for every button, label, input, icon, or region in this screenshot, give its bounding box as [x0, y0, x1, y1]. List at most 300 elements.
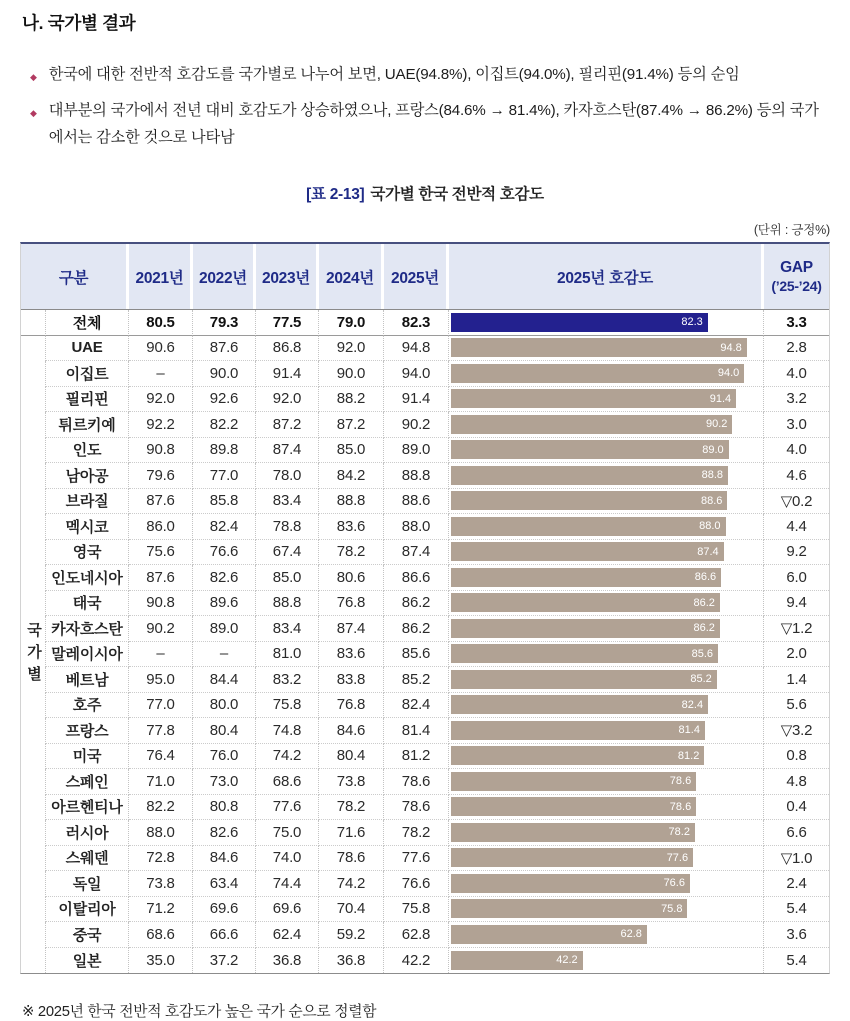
value-cell-year2021: 87.6	[129, 565, 193, 591]
gap-cell: ▽1.2	[764, 616, 829, 642]
bar-value-label: 75.8	[661, 902, 683, 915]
gap-cell: ▽0.2	[764, 489, 829, 515]
bar-value-label: 82.4	[681, 698, 704, 711]
gap-cell: 5.4	[764, 897, 829, 923]
row-label-cell: 프랑스	[46, 718, 129, 744]
favorability-bar	[451, 440, 729, 459]
value-cell-year2024: 83.6	[319, 642, 384, 668]
column-header-gap	[764, 244, 829, 309]
value-cell-year2023: 78.8	[256, 514, 319, 540]
value-cell-year2024: 87.4	[319, 616, 384, 642]
bar-value-label: 90.2	[706, 418, 728, 431]
group-spacer-cell	[21, 820, 46, 846]
bar-value-label: 81.2	[677, 749, 700, 762]
value-cell-year2021: 71.2	[129, 897, 193, 923]
bar-value-label: 88.8	[701, 469, 724, 482]
row-label-cell: 아르헨티나	[46, 795, 129, 821]
bar-value-label: 86.6	[694, 571, 717, 584]
row-label-cell: 중국	[46, 922, 129, 948]
country-row	[21, 489, 829, 515]
bar-cell	[449, 387, 764, 413]
value-cell-year2025: 89.0	[384, 438, 449, 464]
group-spacer-cell	[21, 387, 46, 413]
favorability-bar	[451, 466, 728, 485]
value-cell-year2024: 70.4	[319, 897, 384, 923]
gap-cell: 5.4	[786, 951, 807, 969]
country-row	[21, 642, 829, 668]
gap-cell: 3.2	[764, 387, 829, 413]
value-cell-year2022: 89.6	[193, 591, 256, 617]
group-spacer-cell	[21, 463, 46, 489]
country-group-label: 국가별	[25, 621, 42, 688]
column-header-gubun: 구분	[21, 244, 129, 309]
value-cell-year2024: 84.2	[319, 463, 384, 489]
value-cell-year2024: 73.8	[319, 769, 384, 795]
country-row	[21, 616, 829, 642]
bar-cell	[449, 820, 764, 846]
group-spacer-cell	[21, 310, 46, 336]
value-cell-year2021: 92.0	[129, 387, 193, 413]
bar-value-label: 62.8	[620, 928, 642, 941]
gap-cell: ▽3.2	[764, 718, 829, 744]
value-cell-year2023: 69.6	[256, 897, 319, 923]
bar-cell	[449, 667, 764, 693]
row-label-cell: 태국	[46, 591, 129, 617]
group-spacer-cell	[21, 412, 46, 438]
table-caption-tag: [표 2-13]	[306, 186, 365, 204]
group-spacer-cell	[21, 489, 46, 515]
country-row	[21, 897, 829, 923]
value-cell-year2024: 92.0	[319, 336, 384, 362]
favorability-bar	[451, 313, 708, 332]
gap-cell: 6.6	[764, 820, 829, 846]
row-label-cell: 필리핀	[46, 387, 129, 413]
row-label-cell: 전체	[46, 310, 129, 336]
favorability-bar	[451, 491, 727, 510]
value-cell-year2021: 88.0	[129, 820, 193, 846]
bar-cell	[449, 769, 764, 795]
gap-cell: 2.8	[764, 336, 829, 362]
bar-value-label: 42.2	[556, 954, 578, 967]
group-spacer-cell	[21, 718, 46, 744]
value-cell-year2022: 73.0	[193, 769, 256, 795]
value-cell-year2025: 86.2	[384, 591, 449, 617]
favorability-bar	[451, 746, 704, 765]
gap-cell: ▽1.0	[764, 846, 829, 872]
value-cell-year2023: 85.0	[256, 565, 319, 591]
value-cell-year2024: 71.6	[319, 820, 384, 846]
column-header-2025: 2025년	[384, 244, 449, 309]
group-spacer-cell	[21, 897, 46, 923]
country-row	[21, 718, 829, 744]
group-spacer-cell	[21, 361, 46, 387]
country-row	[21, 387, 829, 413]
value-cell-year2023: 74.0	[256, 846, 319, 872]
country-row	[21, 336, 829, 362]
value-cell-year2024: 85.0	[319, 438, 384, 464]
value-cell-year2024: 79.0	[319, 310, 384, 336]
value-cell-year2021: 35.0	[129, 948, 193, 974]
value-cell-year2022: 79.3	[193, 310, 256, 336]
group-spacer-cell	[21, 744, 46, 770]
value-cell-year2024: 87.2	[319, 412, 384, 438]
country-row	[21, 438, 829, 464]
gap-cell: 5.6	[764, 693, 829, 719]
value-cell-year2022: 80.0	[193, 693, 256, 719]
value-cell-year2021: 71.0	[129, 769, 193, 795]
value-cell-year2025: 62.8	[384, 922, 449, 948]
bar-value-label: 77.6	[666, 851, 689, 864]
value-cell-year2022: 66.6	[193, 922, 256, 948]
value-cell-year2025: 88.6	[384, 489, 449, 515]
favorability-bar	[451, 670, 717, 689]
gap-cell: 4.8	[764, 769, 829, 795]
value-cell-year2021: –	[129, 642, 193, 668]
favorability-bar	[451, 797, 696, 816]
group-spacer-cell	[21, 667, 46, 693]
value-cell-year2024: 88.8	[319, 489, 384, 515]
value-cell-year2022: 63.4	[193, 871, 256, 897]
value-cell-year2025: 91.4	[384, 387, 449, 413]
table-caption	[0, 182, 850, 204]
favorability-bar	[451, 364, 744, 383]
value-cell-year2023: 68.6	[256, 769, 319, 795]
value-cell-year2022: 89.0	[193, 616, 256, 642]
value-cell-year2024: 76.8	[319, 591, 384, 617]
value-cell-year2024: 80.6	[319, 565, 384, 591]
value-cell-year2021: 82.2	[129, 795, 193, 821]
country-row	[21, 693, 829, 719]
column-header-2022: 2022년	[193, 244, 256, 309]
favorability-bar	[451, 593, 720, 612]
country-row	[21, 769, 829, 795]
value-cell-year2023: 62.4	[256, 922, 319, 948]
bar-cell	[449, 897, 764, 923]
country-row	[21, 514, 829, 540]
bar-value-label: 89.0	[702, 443, 724, 456]
value-cell-year2025: 82.4	[384, 693, 449, 719]
row-label-cell: 러시아	[46, 820, 129, 846]
value-cell-year2024: 36.8	[319, 948, 384, 974]
bar-cell	[449, 744, 764, 770]
row-label-cell: 미국	[46, 744, 129, 770]
favorability-bar	[451, 542, 724, 561]
gap-cell: 0.4	[764, 795, 829, 821]
diamond-bullet-icon: ◆	[30, 72, 37, 82]
row-label-cell: 인도네시아	[46, 565, 129, 591]
gap-cell: 6.0	[764, 565, 829, 591]
row-label-cell: 베트남	[46, 667, 129, 693]
unit-label: (단위 : 긍정%)	[753, 223, 830, 238]
group-spacer-cell	[21, 616, 46, 642]
group-spacer-cell	[21, 540, 46, 566]
country-row	[21, 795, 829, 821]
value-cell-year2023: 36.8	[256, 948, 319, 974]
bar-cell	[449, 438, 764, 464]
bar-value-label: 88.0	[699, 520, 721, 533]
bar-value-label: 78.6	[669, 800, 692, 813]
value-cell-year2024: 74.2	[319, 871, 384, 897]
value-cell-year2023: 83.4	[256, 616, 319, 642]
gap-cell: 3.3	[764, 310, 829, 336]
row-label-cell: 영국	[46, 540, 129, 566]
value-cell-year2022: 80.8	[193, 795, 256, 821]
gap-cell: 3.0	[764, 412, 829, 438]
value-cell-year2023: 74.8	[256, 718, 319, 744]
gap-cell: 2.0	[764, 642, 829, 668]
favorability-bar	[451, 415, 732, 434]
favorability-bar	[451, 772, 696, 791]
gap-header-line1: GAP	[780, 259, 813, 277]
value-cell-year2022: 89.8	[193, 438, 256, 464]
table-header	[21, 244, 829, 310]
gap-cell: 2.4	[764, 871, 829, 897]
value-cell-year2025: 90.2	[384, 412, 449, 438]
value-cell-year2022: 69.6	[193, 897, 256, 923]
row-label-cell: 인도	[46, 438, 129, 464]
row-label-cell: 남아공	[46, 463, 129, 489]
bar-cell	[449, 922, 764, 948]
row-label-cell: UAE	[46, 336, 129, 362]
gap-cell: 3.6	[764, 922, 829, 948]
bar-cell	[449, 514, 764, 540]
value-cell-year2021: 87.6	[129, 489, 193, 515]
bar-value-label: 76.6	[663, 877, 685, 890]
country-row	[21, 667, 829, 693]
favorability-bar	[451, 389, 736, 408]
value-cell-year2023: 74.4	[256, 871, 319, 897]
value-cell-year2021: 73.8	[129, 871, 193, 897]
bar-cell	[449, 565, 764, 591]
value-cell-year2025: 82.3	[384, 310, 449, 336]
bar-value-label: 88.6	[701, 494, 723, 507]
value-cell-year2021: 76.4	[129, 744, 193, 770]
bar-cell	[449, 540, 764, 566]
value-cell-year2025: 87.4	[384, 540, 449, 566]
bar-cell	[449, 948, 764, 974]
favorability-bar	[451, 951, 583, 970]
value-cell-year2021: 80.5	[129, 310, 193, 336]
gap-cell: 1.4	[764, 667, 829, 693]
value-cell-year2025: 85.2	[384, 667, 449, 693]
bullet-item	[30, 61, 822, 88]
favorability-bar	[451, 568, 721, 587]
value-cell-year2025: 78.6	[384, 795, 449, 821]
value-cell-year2024: 88.2	[319, 387, 384, 413]
value-cell-year2021: 95.0	[129, 667, 193, 693]
bar-cell	[449, 693, 764, 719]
value-cell-year2021: –	[129, 361, 193, 387]
value-cell-year2023: 83.4	[256, 489, 319, 515]
value-cell-year2024: 76.8	[319, 693, 384, 719]
report-page	[0, 10, 850, 1021]
bullet-text: 한국에 대한 전반적 호감도를 국가별로 나누어 보면, UAE(94.8%), 이집트(94.0%), 필리핀(91.4%) 등의 순임	[48, 66, 740, 83]
bar-cell	[449, 871, 764, 897]
value-cell-year2023: 75.8	[256, 693, 319, 719]
diamond-bullet-icon: ◆	[30, 108, 37, 119]
country-row	[21, 871, 829, 897]
group-spacer-cell	[21, 871, 46, 897]
value-cell-year2024: 84.6	[319, 718, 384, 744]
value-cell-year2022: 82.2	[193, 412, 256, 438]
value-cell-year2023: 87.4	[256, 438, 319, 464]
value-cell-year2022: –	[193, 642, 256, 668]
bar-cell	[449, 616, 764, 642]
group-spacer-cell	[21, 948, 46, 974]
bar-value-label: 94.8	[720, 341, 742, 354]
value-cell-year2023: 74.2	[256, 744, 319, 770]
value-cell-year2024: 78.2	[319, 540, 384, 566]
value-cell-year2021: 92.2	[129, 412, 193, 438]
value-cell-year2025: 42.2	[384, 948, 449, 974]
country-row	[21, 846, 829, 872]
value-cell-year2022: 90.0	[193, 361, 256, 387]
value-cell-year2023: 81.0	[256, 642, 319, 668]
favorability-bar	[451, 619, 720, 638]
bar-cell	[449, 489, 764, 515]
value-cell-year2025: 94.8	[384, 336, 449, 362]
group-spacer-cell	[21, 693, 46, 719]
group-spacer-cell	[21, 591, 46, 617]
value-cell-year2021: 72.8	[129, 846, 193, 872]
group-spacer-cell	[21, 846, 46, 872]
country-row	[21, 412, 829, 438]
value-cell-year2023: 92.0	[256, 387, 319, 413]
value-cell-year2025: 85.6	[384, 642, 449, 668]
value-cell-year2022: 85.8	[193, 489, 256, 515]
group-spacer-cell	[21, 769, 46, 795]
section-heading: 나. 국가별 결과	[22, 13, 136, 33]
country-row	[21, 565, 829, 591]
gap-cell: 4.0	[764, 438, 829, 464]
bar-value-label: 82.3	[681, 316, 703, 329]
row-label-cell: 멕시코	[46, 514, 129, 540]
group-spacer-cell	[21, 565, 46, 591]
bar-cell	[449, 361, 764, 387]
bar-value-label: 86.2	[693, 596, 715, 609]
row-label-cell: 호주	[46, 693, 129, 719]
country-row	[21, 948, 829, 974]
bar-value-label: 85.2	[690, 673, 712, 686]
value-cell-year2022: 76.0	[193, 744, 256, 770]
value-cell-year2023: 88.8	[256, 591, 319, 617]
gap-cell: 4.0	[764, 361, 829, 387]
value-cell-year2023: 67.4	[256, 540, 319, 566]
value-cell-year2025: 81.2	[384, 744, 449, 770]
bar-cell	[449, 642, 764, 668]
value-cell-year2025: 81.4	[384, 718, 449, 744]
gap-cell: 9.4	[764, 591, 829, 617]
column-header-2021: 2021년	[129, 244, 193, 309]
table-caption-text: 국가별 한국 전반적 호감도	[370, 186, 544, 204]
bar-cell	[449, 591, 764, 617]
gap-cell: 9.2	[764, 540, 829, 566]
bar-cell	[449, 463, 764, 489]
row-label-cell: 이탈리아	[46, 897, 129, 923]
column-header-2023: 2023년	[256, 244, 319, 309]
value-cell-year2021: 90.6	[129, 336, 193, 362]
row-label-cell: 스페인	[46, 769, 129, 795]
country-row	[21, 922, 829, 948]
value-cell-year2022: 37.2	[193, 948, 256, 974]
total-row	[21, 310, 829, 336]
value-cell-year2024: 78.2	[319, 795, 384, 821]
bar-cell	[449, 336, 764, 362]
bullet-text: 대부분의 국가에서 전년 대비 호감도가 상승하였으나, 프랑스(84.6% → 81.4%), 카자흐스탄(87.4% → 86.2%) 등의 국가에서는 감소한 것으로 나타남	[48, 102, 819, 147]
value-cell-year2021: 90.2	[129, 616, 193, 642]
group-spacer-cell	[21, 642, 46, 668]
favorability-bar	[451, 848, 693, 867]
bar-value-label: 85.6	[691, 647, 714, 660]
gap-cell: 4.4	[764, 514, 829, 540]
row-label-cell: 독일	[46, 871, 129, 897]
value-cell-year2022: 82.6	[193, 820, 256, 846]
bar-value-label: 94.0	[717, 367, 740, 380]
value-cell-year2021: 77.0	[129, 693, 193, 719]
value-cell-year2021: 90.8	[129, 591, 193, 617]
value-cell-year2025: 86.6	[384, 565, 449, 591]
row-label-cell: 튀르키예	[46, 412, 129, 438]
favorability-bar	[451, 823, 695, 842]
favorability-bar	[451, 874, 690, 893]
value-cell-year2025: 78.2	[384, 820, 449, 846]
favorability-bar	[451, 695, 708, 714]
favorability-bar	[451, 721, 705, 740]
value-cell-year2021: 90.8	[129, 438, 193, 464]
value-cell-year2023: 75.0	[256, 820, 319, 846]
value-cell-year2024: 90.0	[319, 361, 384, 387]
bar-value-label: 81.4	[678, 724, 700, 737]
group-spacer-cell	[21, 922, 46, 948]
value-cell-year2021: 68.6	[129, 922, 193, 948]
value-cell-year2021: 79.6	[129, 463, 193, 489]
value-cell-year2025: 76.6	[384, 871, 449, 897]
value-cell-year2024: 83.8	[319, 667, 384, 693]
value-cell-year2022: 82.6	[193, 565, 256, 591]
value-cell-year2025: 78.6	[384, 769, 449, 795]
value-cell-year2023: 87.2	[256, 412, 319, 438]
favorability-bar	[451, 899, 687, 918]
row-label-cell: 스웨덴	[46, 846, 129, 872]
value-cell-year2023: 78.0	[256, 463, 319, 489]
bar-value-label: 91.4	[709, 392, 732, 405]
table-body	[21, 310, 829, 973]
value-cell-year2022: 80.4	[193, 718, 256, 744]
value-cell-year2025: 75.8	[384, 897, 449, 923]
value-cell-year2025: 94.0	[384, 361, 449, 387]
favorability-bar	[451, 925, 647, 944]
value-cell-year2022: 76.6	[193, 540, 256, 566]
value-cell-year2022: 84.4	[193, 667, 256, 693]
value-cell-year2023: 83.2	[256, 667, 319, 693]
country-row	[21, 820, 829, 846]
value-cell-year2025: 88.8	[384, 463, 449, 489]
footnote: ※ 2025년 한국 전반적 호감도가 높은 국가 순으로 정렬함	[22, 1004, 377, 1021]
favorability-bar	[451, 338, 747, 357]
value-cell-year2024: 59.2	[319, 922, 384, 948]
value-cell-year2021: 86.0	[129, 514, 193, 540]
value-cell-year2023: 77.6	[256, 795, 319, 821]
value-cell-year2025: 88.0	[384, 514, 449, 540]
column-header-2024: 2024년	[319, 244, 384, 309]
group-spacer-cell	[21, 514, 46, 540]
bar-cell	[449, 412, 764, 438]
value-cell-year2025: 86.2	[384, 616, 449, 642]
row-label-cell: 브라질	[46, 489, 129, 515]
group-spacer-cell	[21, 438, 46, 464]
favorability-bar	[451, 644, 718, 663]
gap-header-line2: (’25-’24)	[771, 278, 822, 295]
